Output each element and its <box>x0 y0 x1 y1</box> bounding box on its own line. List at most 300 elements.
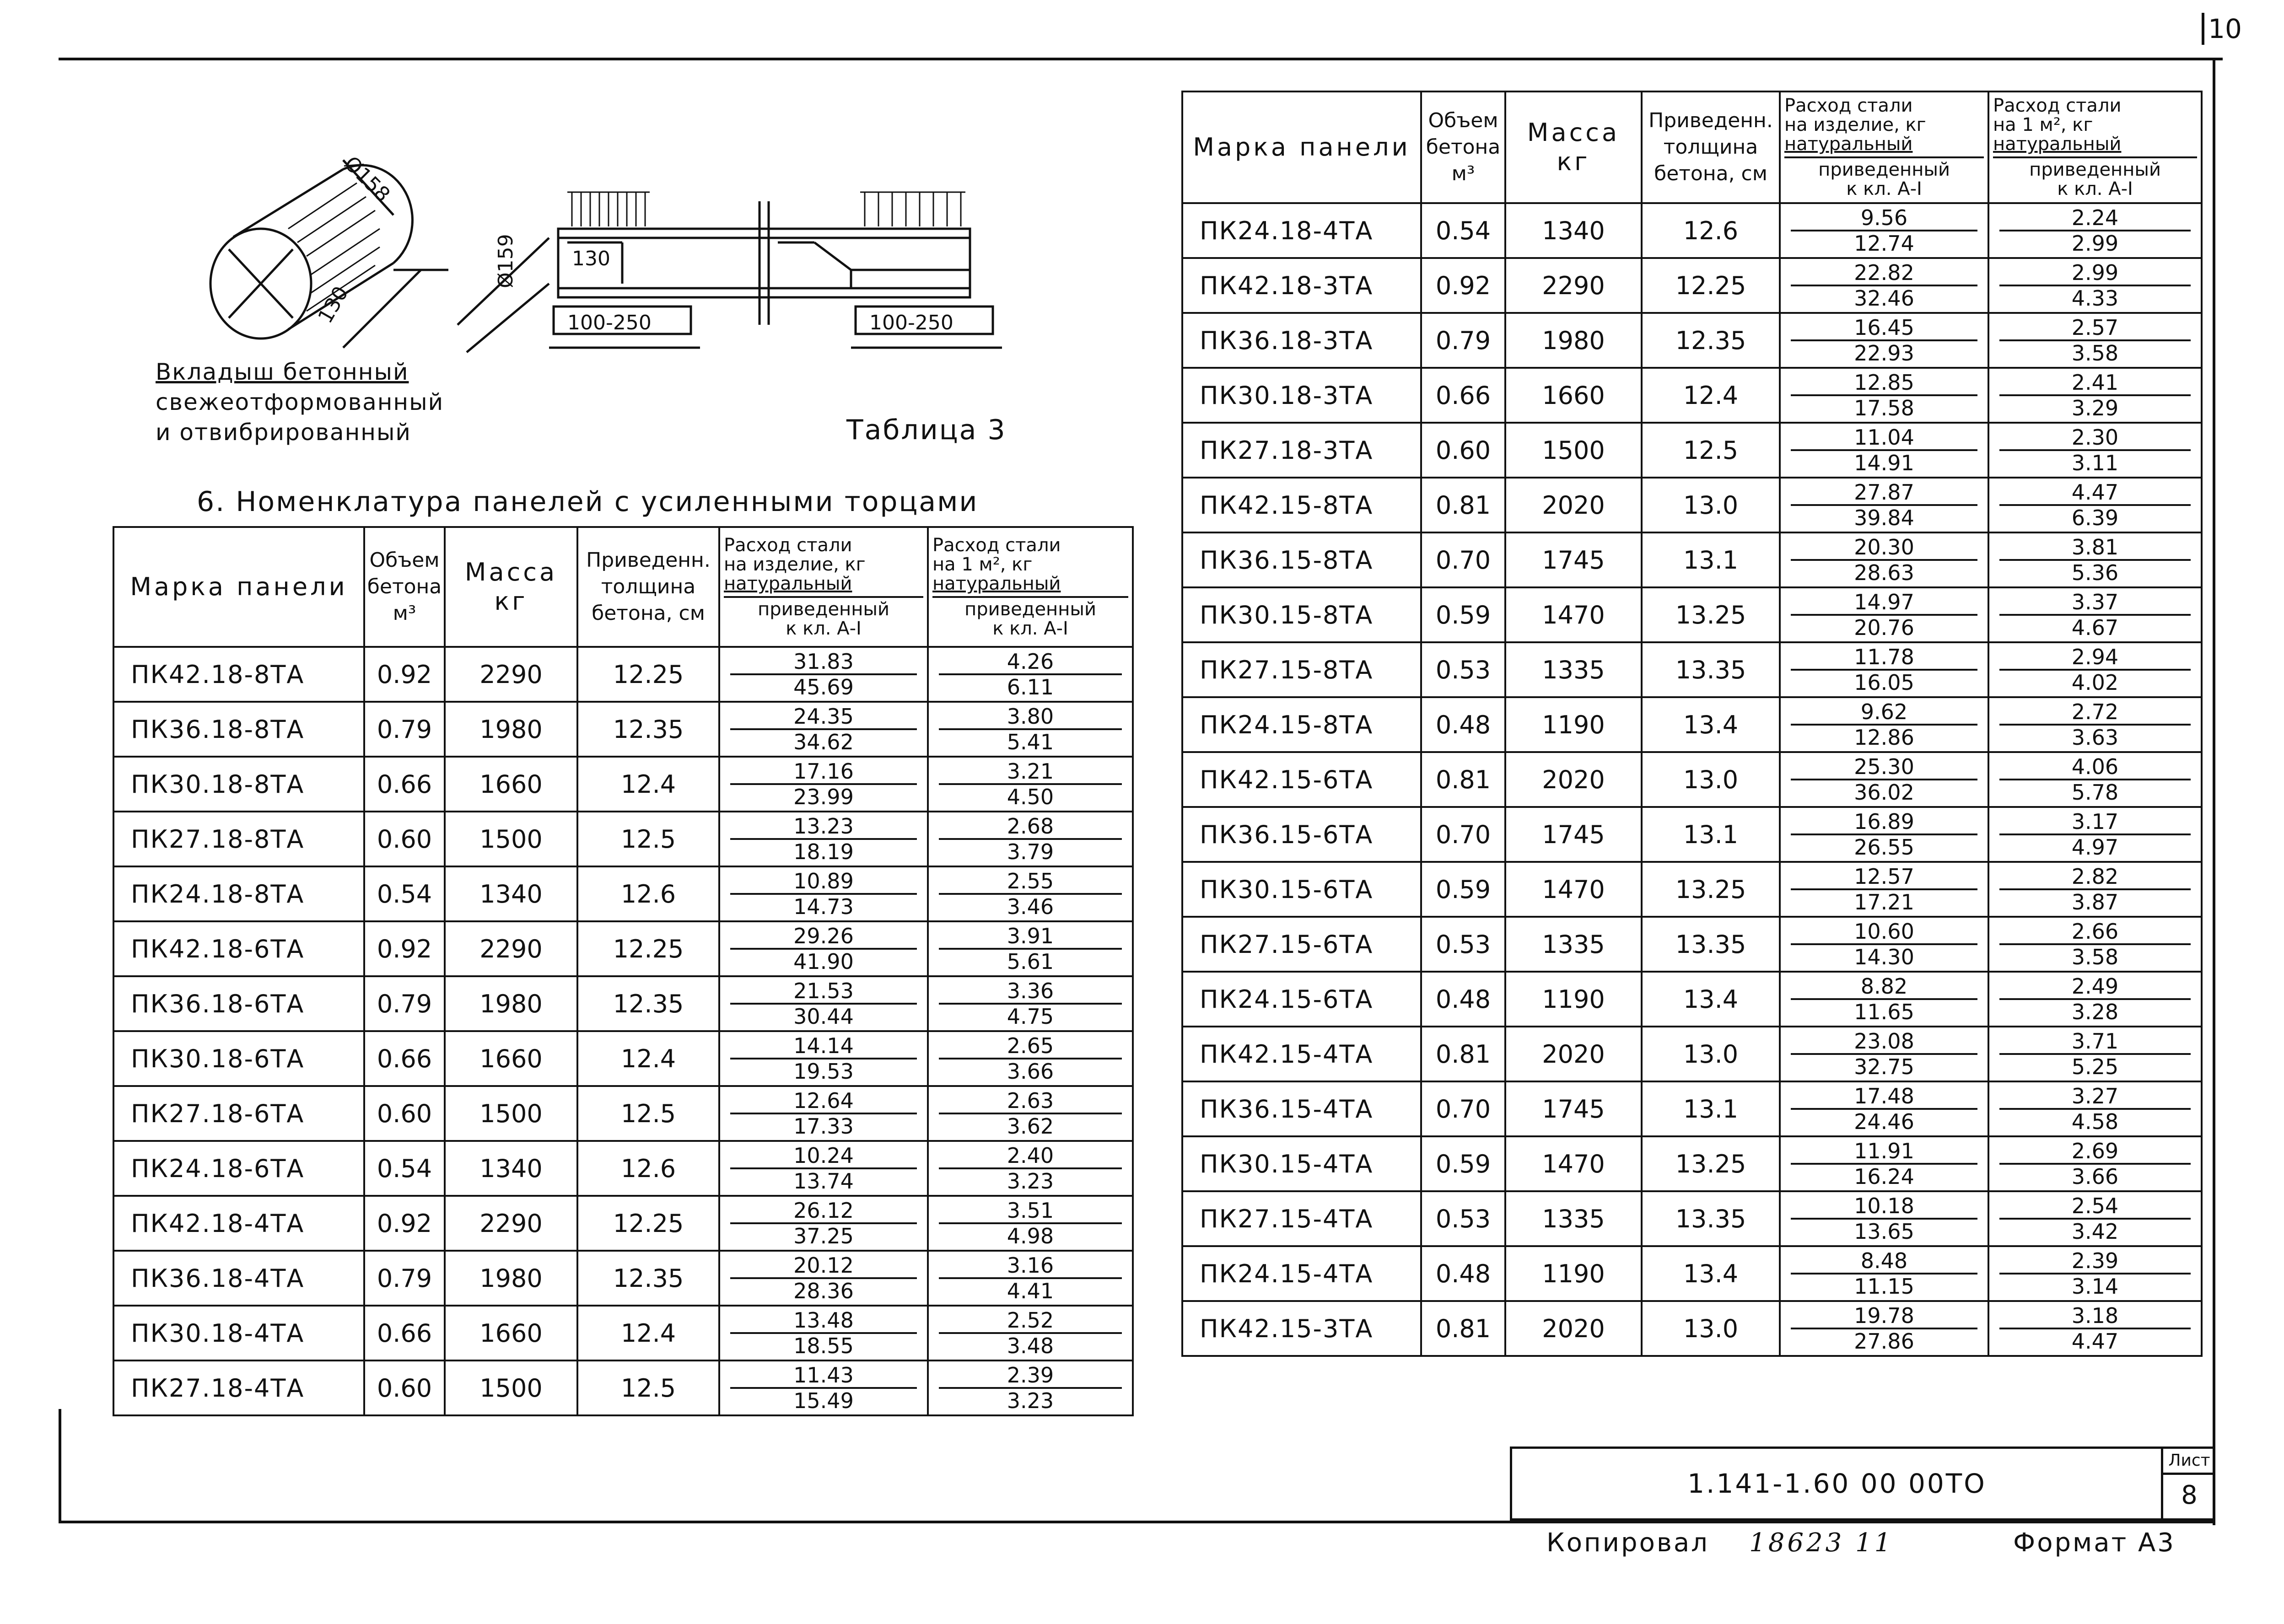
table-row <box>1182 313 2202 368</box>
panel-mark: ПК36.18-4ТА <box>113 1251 364 1306</box>
reduced-thickness: 13.0 <box>1642 1027 1780 1081</box>
steel-per-item-natural: 25.30 <box>1791 755 1977 780</box>
table-row <box>1182 203 2202 258</box>
table-row <box>113 1251 1133 1306</box>
concrete-volume: 0.79 <box>364 976 445 1031</box>
col-volume-line-1: Объем <box>369 549 440 572</box>
steel-per-m2 <box>1988 313 2202 368</box>
steel-per-item-natural: 9.62 <box>1791 700 1977 726</box>
concrete-volume: 0.54 <box>364 1141 445 1196</box>
reduced-thickness: 12.4 <box>577 757 719 812</box>
steel-per-m2-natural: 2.82 <box>1999 865 2191 890</box>
col-steel-item-line-5: к кл. А-I <box>1846 178 1922 199</box>
steel-per-m2-reduced: 3.58 <box>2071 945 2119 969</box>
hole-diameter-label: Ø159 <box>494 234 517 288</box>
steel-per-item <box>1780 1136 1988 1191</box>
steel-per-m2 <box>1988 423 2202 478</box>
table-row <box>113 757 1133 812</box>
steel-per-item <box>1780 862 1988 917</box>
steel-per-m2-reduced: 3.79 <box>1007 839 1054 864</box>
panel-mass: 1190 <box>1505 697 1642 752</box>
panel-mass: 2020 <box>1505 1301 1642 1356</box>
col-volume-header <box>364 527 445 647</box>
steel-per-item-natural: 13.48 <box>730 1308 917 1334</box>
steel-per-m2 <box>1988 587 2202 642</box>
steel-per-item-natural: 12.85 <box>1791 371 1977 396</box>
steel-per-item <box>1780 313 1988 368</box>
col-volume-line-2: бетона <box>1426 135 1501 159</box>
col-steel-item-line-3: натуральный <box>724 573 852 594</box>
steel-per-m2 <box>1988 697 2202 752</box>
steel-per-m2-reduced: 3.11 <box>2071 451 2119 475</box>
steel-per-m2 <box>928 1141 1133 1196</box>
col-steel-item-line-1: Расход стали <box>1784 95 1913 116</box>
steel-per-m2 <box>1988 258 2202 313</box>
table-row <box>113 976 1133 1031</box>
steel-per-item-natural: 16.89 <box>1791 810 1977 835</box>
panel-mark: ПК42.15-3ТА <box>1182 1301 1421 1356</box>
panel-mark: ПК24.18-4ТА <box>1182 203 1421 258</box>
col-thickness-header <box>1642 91 1780 203</box>
panel-mark: ПК27.18-8ТА <box>113 812 364 866</box>
steel-per-m2-natural: 3.51 <box>939 1199 1122 1224</box>
steel-per-item-natural: 27.87 <box>1791 480 1977 506</box>
steel-per-m2-natural: 2.39 <box>939 1363 1122 1389</box>
steel-per-item-reduced: 24.46 <box>1854 1109 1914 1134</box>
steel-per-item <box>719 1251 928 1306</box>
steel-per-item-reduced: 20.76 <box>1854 615 1914 640</box>
col-steel-item-sub <box>724 596 923 638</box>
steel-per-m2-reduced: 5.41 <box>1007 730 1054 754</box>
steel-per-m2 <box>928 1306 1133 1361</box>
table-row <box>1182 258 2202 313</box>
panel-mark: ПК42.18-6ТА <box>113 921 364 976</box>
section-title: 6. Номенклатура панелей с усиленными торцами <box>197 486 979 518</box>
panel-mass: 1660 <box>445 1306 577 1361</box>
col-thickness-line-3: бетона, см <box>1654 162 1767 185</box>
steel-per-item-natural: 26.12 <box>730 1199 917 1224</box>
reduced-thickness: 13.35 <box>1642 1191 1780 1246</box>
concrete-volume: 0.81 <box>1421 478 1505 532</box>
reduced-thickness: 13.25 <box>1642 1136 1780 1191</box>
concrete-volume: 0.59 <box>1421 862 1505 917</box>
concrete-volume: 0.66 <box>1421 368 1505 423</box>
steel-per-m2-reduced: 5.36 <box>2071 560 2119 585</box>
concrete-volume: 0.60 <box>364 1086 445 1141</box>
steel-per-item-natural: 12.57 <box>1791 865 1977 890</box>
steel-per-item-reduced: 16.24 <box>1854 1164 1914 1189</box>
panel-mass: 2290 <box>445 921 577 976</box>
reduced-thickness: 12.25 <box>577 1196 719 1251</box>
panel-table-right <box>1181 91 2203 1357</box>
panel-mass: 1980 <box>445 1251 577 1306</box>
panel-mark: ПК30.18-3ТА <box>1182 368 1421 423</box>
steel-per-item <box>1780 1027 1988 1081</box>
panel-mass: 1500 <box>445 812 577 866</box>
steel-per-item <box>719 1031 928 1086</box>
steel-per-item-natural: 17.48 <box>1791 1084 1977 1110</box>
steel-per-item-reduced: 19.53 <box>793 1059 854 1084</box>
steel-per-item <box>719 1141 928 1196</box>
insert-caption-line-2: свежеотформованный <box>156 389 444 415</box>
col-mass-line-1: Масса <box>464 558 558 586</box>
panel-mass: 1660 <box>445 757 577 812</box>
reduced-thickness: 12.6 <box>1642 203 1780 258</box>
steel-per-m2-natural: 3.21 <box>939 759 1122 785</box>
steel-per-item <box>1780 423 1988 478</box>
steel-per-item-natural: 17.16 <box>730 759 917 785</box>
reduced-thickness: 12.35 <box>577 702 719 757</box>
concrete-volume: 0.70 <box>1421 532 1505 587</box>
steel-per-m2-natural: 2.63 <box>939 1089 1122 1114</box>
reduced-thickness: 12.25 <box>577 647 719 702</box>
steel-per-item-natural: 10.18 <box>1791 1194 1977 1220</box>
steel-per-m2-reduced: 3.29 <box>2071 396 2119 420</box>
panel-mark: ПК42.15-8ТА <box>1182 478 1421 532</box>
steel-per-m2-natural: 4.47 <box>1999 480 2191 506</box>
panel-mark: ПК27.18-3ТА <box>1182 423 1421 478</box>
steel-per-m2 <box>1988 1081 2202 1136</box>
panel-mass: 1340 <box>1505 203 1642 258</box>
steel-per-m2 <box>1988 862 2202 917</box>
steel-per-item-natural: 9.56 <box>1791 206 1977 231</box>
steel-per-item-natural: 10.89 <box>730 869 917 895</box>
steel-per-m2 <box>928 1031 1133 1086</box>
steel-per-m2 <box>928 812 1133 866</box>
reduced-thickness: 12.35 <box>577 976 719 1031</box>
steel-per-m2-reduced: 6.11 <box>1007 675 1054 699</box>
steel-per-item-natural: 11.78 <box>1791 645 1977 671</box>
steel-per-m2-reduced: 3.23 <box>1007 1169 1054 1194</box>
col-thickness-line-3: бетона, см <box>592 602 705 625</box>
steel-per-item-natural: 10.60 <box>1791 920 1977 945</box>
concrete-volume: 0.60 <box>364 812 445 866</box>
steel-per-m2 <box>1988 478 2202 532</box>
col-mark-header: Марка панели <box>1182 91 1421 203</box>
col-steel-m2-header <box>928 527 1133 647</box>
col-steel-m2-line-2: на 1 м², кг <box>932 554 1033 575</box>
table-row <box>1182 807 2202 862</box>
steel-per-item-reduced: 37.25 <box>793 1224 854 1248</box>
concrete-volume: 0.48 <box>1421 697 1505 752</box>
insert-length-label: 130 <box>313 282 353 328</box>
steel-per-m2-natural: 2.66 <box>1999 920 2191 945</box>
col-mass-header <box>1505 91 1642 203</box>
panel-mark: ПК24.18-8ТА <box>113 866 364 921</box>
steel-per-m2-reduced: 4.97 <box>2071 835 2119 860</box>
steel-per-item-reduced: 28.63 <box>1854 560 1914 585</box>
panel-mark: ПК24.15-8ТА <box>1182 697 1421 752</box>
steel-per-item-reduced: 17.58 <box>1854 396 1914 420</box>
col-steel-item-header <box>1780 91 1988 203</box>
steel-per-m2 <box>1988 1301 2202 1356</box>
col-volume-line-3: м³ <box>393 602 416 625</box>
steel-per-item-reduced: 14.73 <box>793 894 854 919</box>
table-row <box>1182 1027 2202 1081</box>
table-row <box>113 647 1133 702</box>
table-row <box>1182 532 2202 587</box>
reduced-thickness: 13.0 <box>1642 478 1780 532</box>
panel-mass: 1470 <box>1505 1136 1642 1191</box>
steel-per-m2 <box>1988 752 2202 807</box>
steel-per-item <box>1780 697 1988 752</box>
steel-per-m2-natural: 2.30 <box>1999 425 2191 451</box>
table-row <box>1182 423 2202 478</box>
concrete-volume: 0.60 <box>1421 423 1505 478</box>
steel-per-m2 <box>1988 917 2202 972</box>
steel-per-item-reduced: 28.36 <box>793 1279 854 1303</box>
steel-per-item <box>719 757 928 812</box>
concrete-volume: 0.79 <box>364 1251 445 1306</box>
steel-per-m2-natural: 2.55 <box>939 869 1122 895</box>
steel-per-m2-reduced: 6.39 <box>2071 505 2119 530</box>
concrete-volume: 0.81 <box>1421 1027 1505 1081</box>
steel-per-item-natural: 14.14 <box>730 1034 917 1059</box>
concrete-volume: 0.66 <box>364 1306 445 1361</box>
panel-mark: ПК27.15-6ТА <box>1182 917 1421 972</box>
table-row <box>1182 587 2202 642</box>
steel-per-item-natural: 8.48 <box>1791 1249 1977 1274</box>
steel-per-m2-reduced: 3.63 <box>2071 725 2119 750</box>
panel-mass: 1660 <box>445 1031 577 1086</box>
sheet-format: Формат А3 <box>2013 1528 2176 1558</box>
reduced-thickness: 13.1 <box>1642 1081 1780 1136</box>
steel-per-item-reduced: 41.90 <box>793 949 854 974</box>
panel-mark: ПК42.18-4ТА <box>113 1196 364 1251</box>
insert-caption-line-1: Вкладыш бетонный <box>156 359 409 385</box>
steel-per-m2-natural: 2.57 <box>1999 316 2191 341</box>
table-row <box>1182 368 2202 423</box>
concrete-volume: 0.92 <box>364 1196 445 1251</box>
concrete-volume: 0.59 <box>1421 1136 1505 1191</box>
steel-per-m2-reduced: 5.25 <box>2071 1054 2119 1079</box>
steel-per-m2 <box>1988 532 2202 587</box>
col-volume-header <box>1421 91 1505 203</box>
steel-per-m2-reduced: 4.02 <box>2071 670 2119 695</box>
steel-per-item-reduced: 17.33 <box>793 1114 854 1139</box>
sheet-label: Лист <box>2163 1449 2215 1475</box>
col-thickness-line-1: Приведенн. <box>586 549 711 572</box>
steel-per-item-reduced: 18.55 <box>793 1334 854 1358</box>
panel-table-right-body <box>1182 203 2202 1356</box>
panel-mass: 1745 <box>1505 1081 1642 1136</box>
table-row <box>1182 752 2202 807</box>
steel-per-m2 <box>1988 1027 2202 1081</box>
steel-per-m2 <box>928 866 1133 921</box>
steel-per-m2-reduced: 3.87 <box>2071 890 2119 914</box>
steel-per-item <box>719 1361 928 1415</box>
reduced-thickness: 12.5 <box>577 812 719 866</box>
concrete-volume: 0.92 <box>1421 258 1505 313</box>
panel-mass: 1745 <box>1505 532 1642 587</box>
steel-per-m2-natural: 2.40 <box>939 1144 1122 1169</box>
col-thickness-header <box>577 527 719 647</box>
steel-per-item <box>1780 587 1988 642</box>
col-steel-item-line-5: к кл. А-I <box>786 618 862 639</box>
steel-per-m2-natural: 2.68 <box>939 814 1122 840</box>
steel-per-item-natural: 20.30 <box>1791 535 1977 561</box>
steel-per-item <box>719 976 928 1031</box>
steel-per-m2-natural: 3.91 <box>939 924 1122 950</box>
col-steel-m2-header <box>1988 91 2202 203</box>
reduced-thickness: 13.0 <box>1642 1301 1780 1356</box>
col-steel-m2-line-4: приведенный <box>964 599 1096 620</box>
col-steel-item-line-4: приведенный <box>1818 159 1950 180</box>
steel-per-item <box>1780 1081 1988 1136</box>
reduced-thickness: 12.35 <box>1642 313 1780 368</box>
col-thickness-line-1: Приведенн. <box>1648 109 1773 132</box>
reduced-thickness: 13.25 <box>1642 862 1780 917</box>
panel-mark: ПК30.15-4ТА <box>1182 1136 1421 1191</box>
steel-per-item-natural: 11.43 <box>730 1363 917 1389</box>
steel-per-m2-natural: 4.26 <box>939 650 1122 675</box>
panel-mark: ПК42.18-8ТА <box>113 647 364 702</box>
steel-per-m2 <box>928 702 1133 757</box>
steel-per-item <box>1780 1191 1988 1246</box>
col-steel-m2-sub <box>1993 156 2197 199</box>
concrete-volume: 0.66 <box>364 757 445 812</box>
steel-per-m2 <box>928 757 1133 812</box>
insert-caption-line-3: и отвибрированный <box>156 419 411 446</box>
panel-mark: ПК42.15-6ТА <box>1182 752 1421 807</box>
steel-per-item-natural: 24.35 <box>730 704 917 730</box>
table-row <box>113 1086 1133 1141</box>
panel-table-left-body <box>113 647 1133 1415</box>
panel-mass: 1335 <box>1505 917 1642 972</box>
panel-mass: 2020 <box>1505 478 1642 532</box>
steel-per-item-reduced: 22.93 <box>1854 341 1914 366</box>
steel-per-m2-natural: 2.39 <box>1999 1249 2191 1274</box>
panel-mark: ПК30.15-6ТА <box>1182 862 1421 917</box>
panel-mass: 1980 <box>445 702 577 757</box>
steel-per-m2-reduced: 3.62 <box>1007 1114 1054 1139</box>
panel-mark: ПК24.15-4ТА <box>1182 1246 1421 1301</box>
table-row <box>113 921 1133 976</box>
steel-per-item-natural: 16.45 <box>1791 316 1977 341</box>
steel-per-m2 <box>1988 642 2202 697</box>
col-steel-m2-line-3: натуральный <box>1993 134 2122 155</box>
steel-per-m2-reduced: 3.14 <box>2071 1274 2119 1299</box>
steel-per-item-natural: 11.04 <box>1791 425 1977 451</box>
concrete-volume: 0.53 <box>1421 1191 1505 1246</box>
steel-per-item <box>719 1196 928 1251</box>
col-steel-m2-line-3: натуральный <box>932 573 1061 594</box>
panel-mark: ПК36.18-3ТА <box>1182 313 1421 368</box>
table-label: Таблица 3 <box>846 414 1007 446</box>
steel-per-m2-reduced: 3.46 <box>1007 894 1054 919</box>
reduced-thickness: 12.6 <box>577 866 719 921</box>
steel-per-item <box>719 866 928 921</box>
steel-per-m2-natural: 2.99 <box>1999 261 2191 286</box>
sheet-box <box>2161 1449 2215 1518</box>
steel-per-item <box>1780 752 1988 807</box>
concrete-volume: 0.54 <box>1421 203 1505 258</box>
steel-per-m2-reduced: 4.98 <box>1007 1224 1054 1248</box>
reduced-thickness: 12.4 <box>577 1031 719 1086</box>
col-steel-item-line-2: на изделие, кг <box>1784 114 1926 135</box>
steel-per-item <box>1780 807 1988 862</box>
concrete-volume: 0.70 <box>1421 1081 1505 1136</box>
steel-per-item-natural: 31.83 <box>730 650 917 675</box>
steel-per-m2-natural: 2.72 <box>1999 700 2191 726</box>
concrete-volume: 0.92 <box>364 921 445 976</box>
steel-per-item <box>1780 972 1988 1027</box>
steel-per-item <box>1780 1301 1988 1356</box>
concrete-volume: 0.81 <box>1421 752 1505 807</box>
steel-per-m2-natural: 3.37 <box>1999 590 2191 616</box>
col-steel-m2-line-1: Расход стали <box>932 535 1061 556</box>
reduced-thickness: 12.5 <box>577 1086 719 1141</box>
steel-per-item-reduced: 15.49 <box>793 1388 854 1413</box>
table-row <box>113 1141 1133 1196</box>
steel-per-m2 <box>1988 807 2202 862</box>
col-steel-item-line-4: приведенный <box>758 599 889 620</box>
steel-per-item <box>719 647 928 702</box>
panel-mass: 2020 <box>1505 752 1642 807</box>
steel-per-item-natural: 8.82 <box>1791 974 1977 1000</box>
steel-per-m2 <box>1988 1246 2202 1301</box>
page-number: 10 <box>2202 13 2246 45</box>
col-steel-m2-line-2: на 1 м², кг <box>1993 114 2093 135</box>
concrete-volume: 0.66 <box>364 1031 445 1086</box>
panel-mark: ПК36.18-6ТА <box>113 976 364 1031</box>
col-steel-item-header <box>719 527 928 647</box>
steel-per-m2-natural: 3.36 <box>939 979 1122 1005</box>
steel-per-item-reduced: 18.19 <box>793 839 854 864</box>
steel-per-m2-natural: 3.17 <box>1999 810 2191 835</box>
col-steel-m2-line-4: приведенный <box>2029 159 2161 180</box>
steel-per-m2-natural: 2.24 <box>1999 206 2191 231</box>
steel-per-item-natural: 19.78 <box>1791 1304 1977 1329</box>
reduced-thickness: 12.25 <box>1642 258 1780 313</box>
steel-per-m2 <box>1988 203 2202 258</box>
concrete-volume: 0.79 <box>1421 313 1505 368</box>
table-row <box>1182 1246 2202 1301</box>
insert-caption <box>156 357 444 447</box>
steel-per-m2-natural: 3.27 <box>1999 1084 2191 1110</box>
reduced-thickness: 12.5 <box>577 1361 719 1415</box>
steel-per-m2-reduced: 5.61 <box>1007 949 1054 974</box>
steel-per-item-reduced: 27.86 <box>1854 1329 1914 1354</box>
steel-per-m2-natural: 2.52 <box>939 1308 1122 1334</box>
steel-per-item-reduced: 12.86 <box>1854 725 1914 750</box>
panel-mass: 1500 <box>1505 423 1642 478</box>
steel-per-m2-reduced: 3.58 <box>2071 341 2119 366</box>
panel-mark: ПК24.15-6ТА <box>1182 972 1421 1027</box>
steel-per-item <box>1780 532 1988 587</box>
concrete-volume: 0.79 <box>364 702 445 757</box>
insert-diameter-label: Ø158 <box>339 151 395 207</box>
table-row <box>1182 478 2202 532</box>
steel-per-m2-natural: 4.06 <box>1999 755 2191 780</box>
table-row <box>1182 1081 2202 1136</box>
panel-mass: 1470 <box>1505 587 1642 642</box>
col-steel-item-line-2: на изделие, кг <box>724 554 866 575</box>
col-steel-m2-line-1: Расход стали <box>1993 95 2122 116</box>
reduced-thickness: 12.25 <box>577 921 719 976</box>
concrete-volume: 0.92 <box>364 647 445 702</box>
insert-drawing <box>192 133 1052 371</box>
steel-per-item-reduced: 26.55 <box>1854 835 1914 860</box>
steel-per-m2 <box>1988 1191 2202 1246</box>
reduced-thickness: 13.4 <box>1642 1246 1780 1301</box>
panel-mass: 1340 <box>445 1141 577 1196</box>
panel-table-left <box>113 526 1134 1416</box>
steel-per-m2 <box>928 976 1133 1031</box>
steel-per-m2-reduced: 4.47 <box>2071 1329 2119 1354</box>
steel-per-m2-reduced: 4.50 <box>1007 785 1054 809</box>
panel-mark: ПК36.15-8ТА <box>1182 532 1421 587</box>
